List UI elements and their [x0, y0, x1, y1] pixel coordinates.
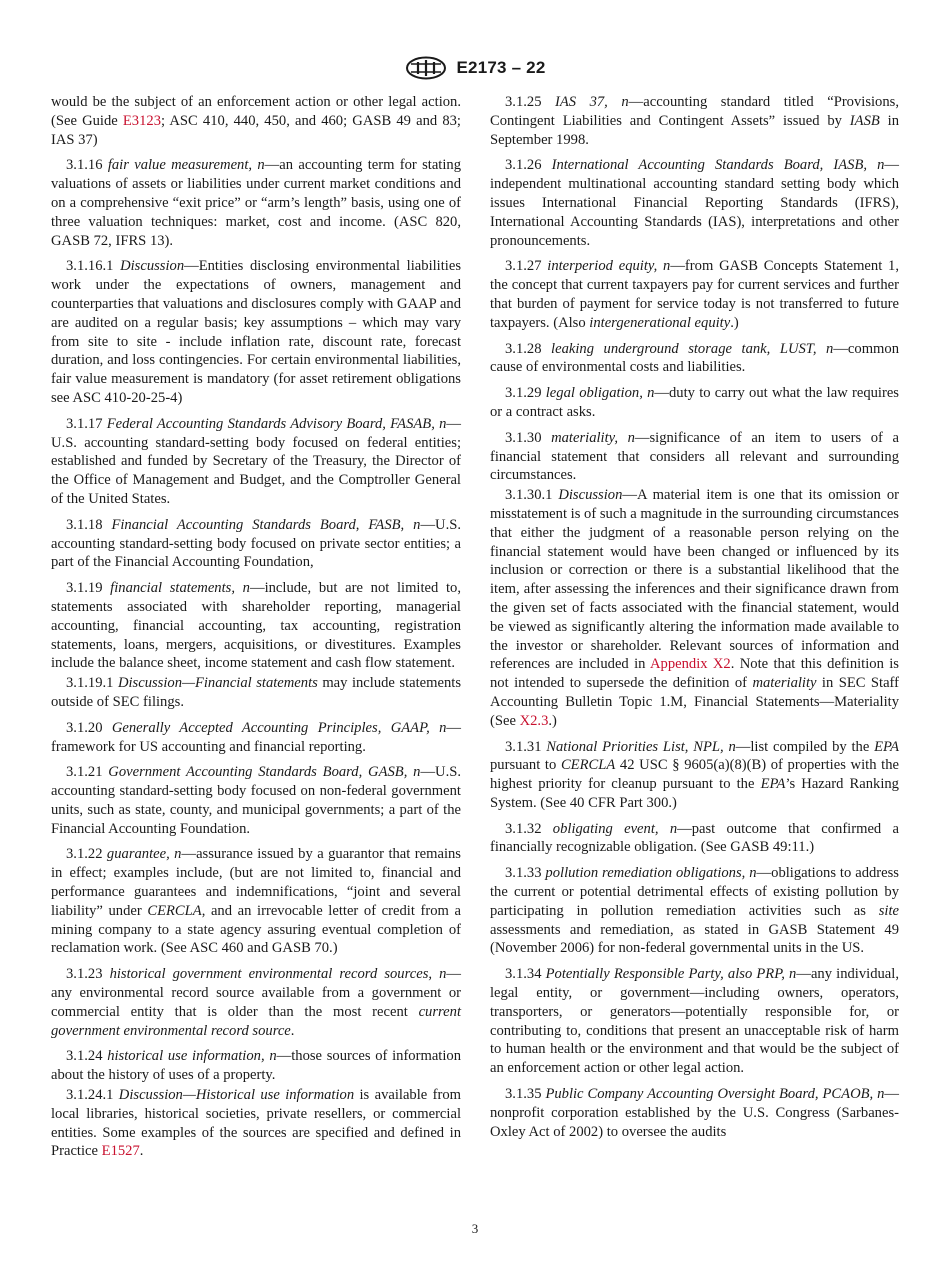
link-e1527[interactable]: E1527: [101, 1143, 140, 1160]
term: Generally Accepted Accounting Principles, GAAP, n: [111, 719, 447, 736]
definition-3-1-23: 3.1.23 historical government environmental record sources, n—any environmental record source available from a government or commercial entity that is older than the most recent current government environmental record source.: [51, 966, 461, 1039]
term: EPA: [760, 776, 786, 793]
term: legal obligation, n: [545, 385, 655, 402]
definition-3-1-32: 3.1.32 obligating event, n—past outcome that confirmed a financially recognizable obligation. (See GASB 49:11.): [490, 820, 900, 856]
definition-3-1-18: 3.1.18 Financial Accounting Standards Board, FASB, n—U.S. accounting standard-setting body focused on private sector entities; a part of the Financial Accounting Foundation,: [51, 516, 461, 571]
definition-3-1-26: 3.1.26 International Accounting Standards Board, IASB, n—independent multinational accounting standard setting body which issues International Financial Reporting Standards (IFRS), International Accounting Standards (IAS), interpretations and other pronouncements.: [490, 157, 899, 249]
paragraph: would be the subject of an enforcement action or other legal action. (See Guide E3123; ASC 410, 440, 450, and 460; GASB 49 and 83; IAS 37): [51, 94, 461, 148]
term: intergenerational equity: [589, 314, 731, 331]
term: pollution remediation obligations, n: [545, 865, 757, 882]
definition-3-1-19: 3.1.19 financial statements, n—include, but are not limited to, statements associated with shareholder reporting, managerial accounting, financial accounting, tax accounting, registration statements, loans, mergers, acquisitions, or divestitures. Examples include the balance sheet, income statement and cash flow statement.: [51, 580, 461, 672]
term: site: [878, 902, 899, 919]
term: historical government environmental record sources, n: [109, 966, 447, 983]
term: guarantee, n: [106, 846, 182, 863]
term: Financial Accounting Standards Board, FASB, n: [111, 516, 421, 533]
definition-3-1-16: 3.1.16 fair value measurement, n—an accounting term for stating valuations of assets or liabilities under current market conditions and on a comprehensive “exit price” or “arm’s length” basis, using one of three valuation techniques: market, cost and income. (ASC 820, GASB 72, IFRS 13).: [51, 157, 461, 249]
link-e3123[interactable]: E3123: [122, 112, 161, 129]
definition-3-1-17: 3.1.17 Federal Accounting Standards Advisory Board, FASAB, n—U.S. accounting standard-setting body focused on federal entities; established and funded by Secretary of the Treasury, the Director of the Office of Management and Budget, and the Comptroller General of the United States.: [51, 415, 461, 507]
term: financial statements, n: [110, 580, 250, 597]
definition-3-1-22: 3.1.22 guarantee, n—assurance issued by a guarantor that remains in effect; examples include, (but are not limited to, financial and performance guarantees and indemnifications, “joint and several liability” under CERCLA, and an irrevocable letter of credit from a mining company to a state agency assuring eventual completion of reclamation work. (See ASC 460 and GASB 70.): [51, 846, 461, 957]
definition-3-1-20: 3.1.20 Generally Accepted Accounting Principles, GAAP, n—framework for US accounting and financial reporting.: [51, 719, 462, 755]
term: IASB: [849, 112, 880, 129]
definition-3-1-24: 3.1.24 historical use information, n—those sources of information about the history of uses of a property.: [51, 1048, 461, 1084]
term: Federal Accounting Standards Advisory Board, FASAB, n: [106, 415, 447, 432]
link-appendix-x2[interactable]: Appendix X2: [649, 656, 731, 673]
term: Discussion—Financial statements: [117, 675, 318, 692]
term: CERCLA: [560, 757, 616, 774]
definition-3-1-34: 3.1.34 Potentially Responsible Party, also PRP, n—any individual, legal entity, or government—including owners, operators, transporters, or generators—potentially responsible for, or contributing to, conditions that present an unacceptable risk of harm to human health or the environment and that would be the subject of an enforcement action or other legal action.: [490, 966, 899, 1077]
definition-3-1-29: 3.1.29 legal obligation, n—duty to carry out what the law requires or a contract asks.: [490, 385, 899, 420]
right-column: [490, 93, 899, 1148]
discussion-3-1-19-1: 3.1.19.1 Discussion—Financial statements may include statements outside of SEC filings.: [51, 675, 461, 710]
term: materiality: [752, 675, 817, 692]
link-x2-3[interactable]: X2.3: [519, 712, 549, 729]
definition-3-1-30: 3.1.30 materiality, n—significance of an item to users of a financial statement that considers all relevant and surrounding circumstances.: [490, 429, 899, 484]
definition-3-1-31: 3.1.31 National Priorities List, NPL, n—list compiled by the EPA pursuant to CERCLA 42 USC § 9605(a)(8)(B) of properties with the highest priority for cleanup pursuant to the EPA’s Hazard Ranking System. (See 40 CFR Part 300.): [490, 738, 899, 811]
definition-3-1-35: 3.1.35 Public Company Accounting Oversight Board, PCAOB, n—nonprofit corporation established by the U.S. Congress (Sarbanes-Oxley Act of 2002) to oversee the audits: [490, 1086, 900, 1140]
definition-3-1-33: 3.1.33 pollution remediation obligations, n—obligations to address the current or potential detrimental effects of existing pollution by participating in pollution remediation activities such as site assessments and remediation, as stated in GASB Statement 49 (November 2006) for non-federal governmental units in the US.: [490, 865, 899, 957]
term: current government environmental record source: [51, 1003, 461, 1039]
astm-logo-icon: [405, 56, 447, 80]
document-designation: E2173 – 22: [456, 58, 546, 77]
definition-3-1-27: 3.1.27 interperiod equity, n—from GASB Concepts Statement 1, the concept that current taxpayers pay for current services and further that burden of payment for service today is not transferred to future taxpayers. (Also intergenerational equity.): [490, 258, 899, 331]
definition-3-1-28: 3.1.28 leaking underground storage tank, LUST, n—common cause of environmental costs and liabilities.: [490, 340, 899, 376]
left-column: [51, 93, 461, 1168]
discussion-3-1-24-1: 3.1.24.1 Discussion—Historical use information is available from local libraries, historical societies, private resellers, or commercial entities. Some examples of the sources are specified and defined in Practice E1527.: [51, 1087, 461, 1160]
term: Potentially Responsible Party, also PRP, n: [545, 966, 797, 983]
definition-3-1-21: 3.1.21 Government Accounting Standards Board, GASB, n—U.S. accounting standard-setting body focused on non-federal government units, such as state, county, and municipal governments; a part of the Financial Accounting Foundation.: [51, 764, 461, 837]
term: Public Company Accounting Oversight Board, PCAOB, n: [545, 1086, 885, 1103]
discussion-3-1-16-1: 3.1.16.1 Discussion—Entities disclosing environmental liabilities work under the expectations of owners, management and counterparties that valuations and disclosures comply with GAAP and are audited on a regular basis; key assumptions – which may vary from site to site - include inflation rate, discount rate, forecast duration, and loss contingencies. For certain environmental liabilities, fair value measurement is mandatory (for asset retirement obligations see ASC 410-20-25-4): [51, 258, 461, 406]
term: leaking underground storage tank, LUST, n: [551, 340, 834, 357]
term: materiality, n: [551, 429, 635, 446]
term: Discussion: [120, 258, 185, 275]
page-number: 3: [471, 1221, 479, 1236]
term: International Accounting Standards Board, IASB, n: [551, 157, 885, 174]
term: obligating event, n: [552, 820, 678, 837]
term: interperiod equity, n: [547, 258, 671, 275]
term: fair value measurement, n: [107, 157, 265, 174]
term: CERCLA: [147, 902, 202, 919]
term: IAS 37, n: [555, 94, 629, 110]
term: EPA: [874, 738, 899, 755]
term: Discussion: [558, 487, 623, 504]
term: historical use information, n: [107, 1048, 277, 1065]
term: Government Accounting Standards Board, GASB, n: [108, 764, 421, 781]
term: National Priorities List, NPL, n: [546, 738, 736, 755]
term: Discussion—Historical use information: [118, 1087, 355, 1104]
definition-3-1-25: 3.1.25 IAS 37, n—accounting standard titled “Provisions, Contingent Liabilities and Contingent Assets” issued by IASB in September 1998.: [490, 94, 899, 148]
page-header: [0, 56, 950, 82]
discussion-3-1-30-1: 3.1.30.1 Discussion—A material item is one that its omission or misstatement is of such a magnitude in the surrounding circumstances that either the judgment of a reasonable person relying on the financial statement would have been changed or influenced by its inclusion or correction or there is a substantial likelihood that the item, after assessing the inferences and their significance drawn from the given set of facts associated with the financial statement, would be viewed as significantly altering the information made available to the investor or shareholder. Relevant sources of information and references are included in Appendix X2. Note that this definition is not intended to supersede the definition of materiality in SEC Staff Accounting Bulletin Topic 1.M, Financial Statements—Materiality (See X2.3.): [490, 487, 899, 729]
